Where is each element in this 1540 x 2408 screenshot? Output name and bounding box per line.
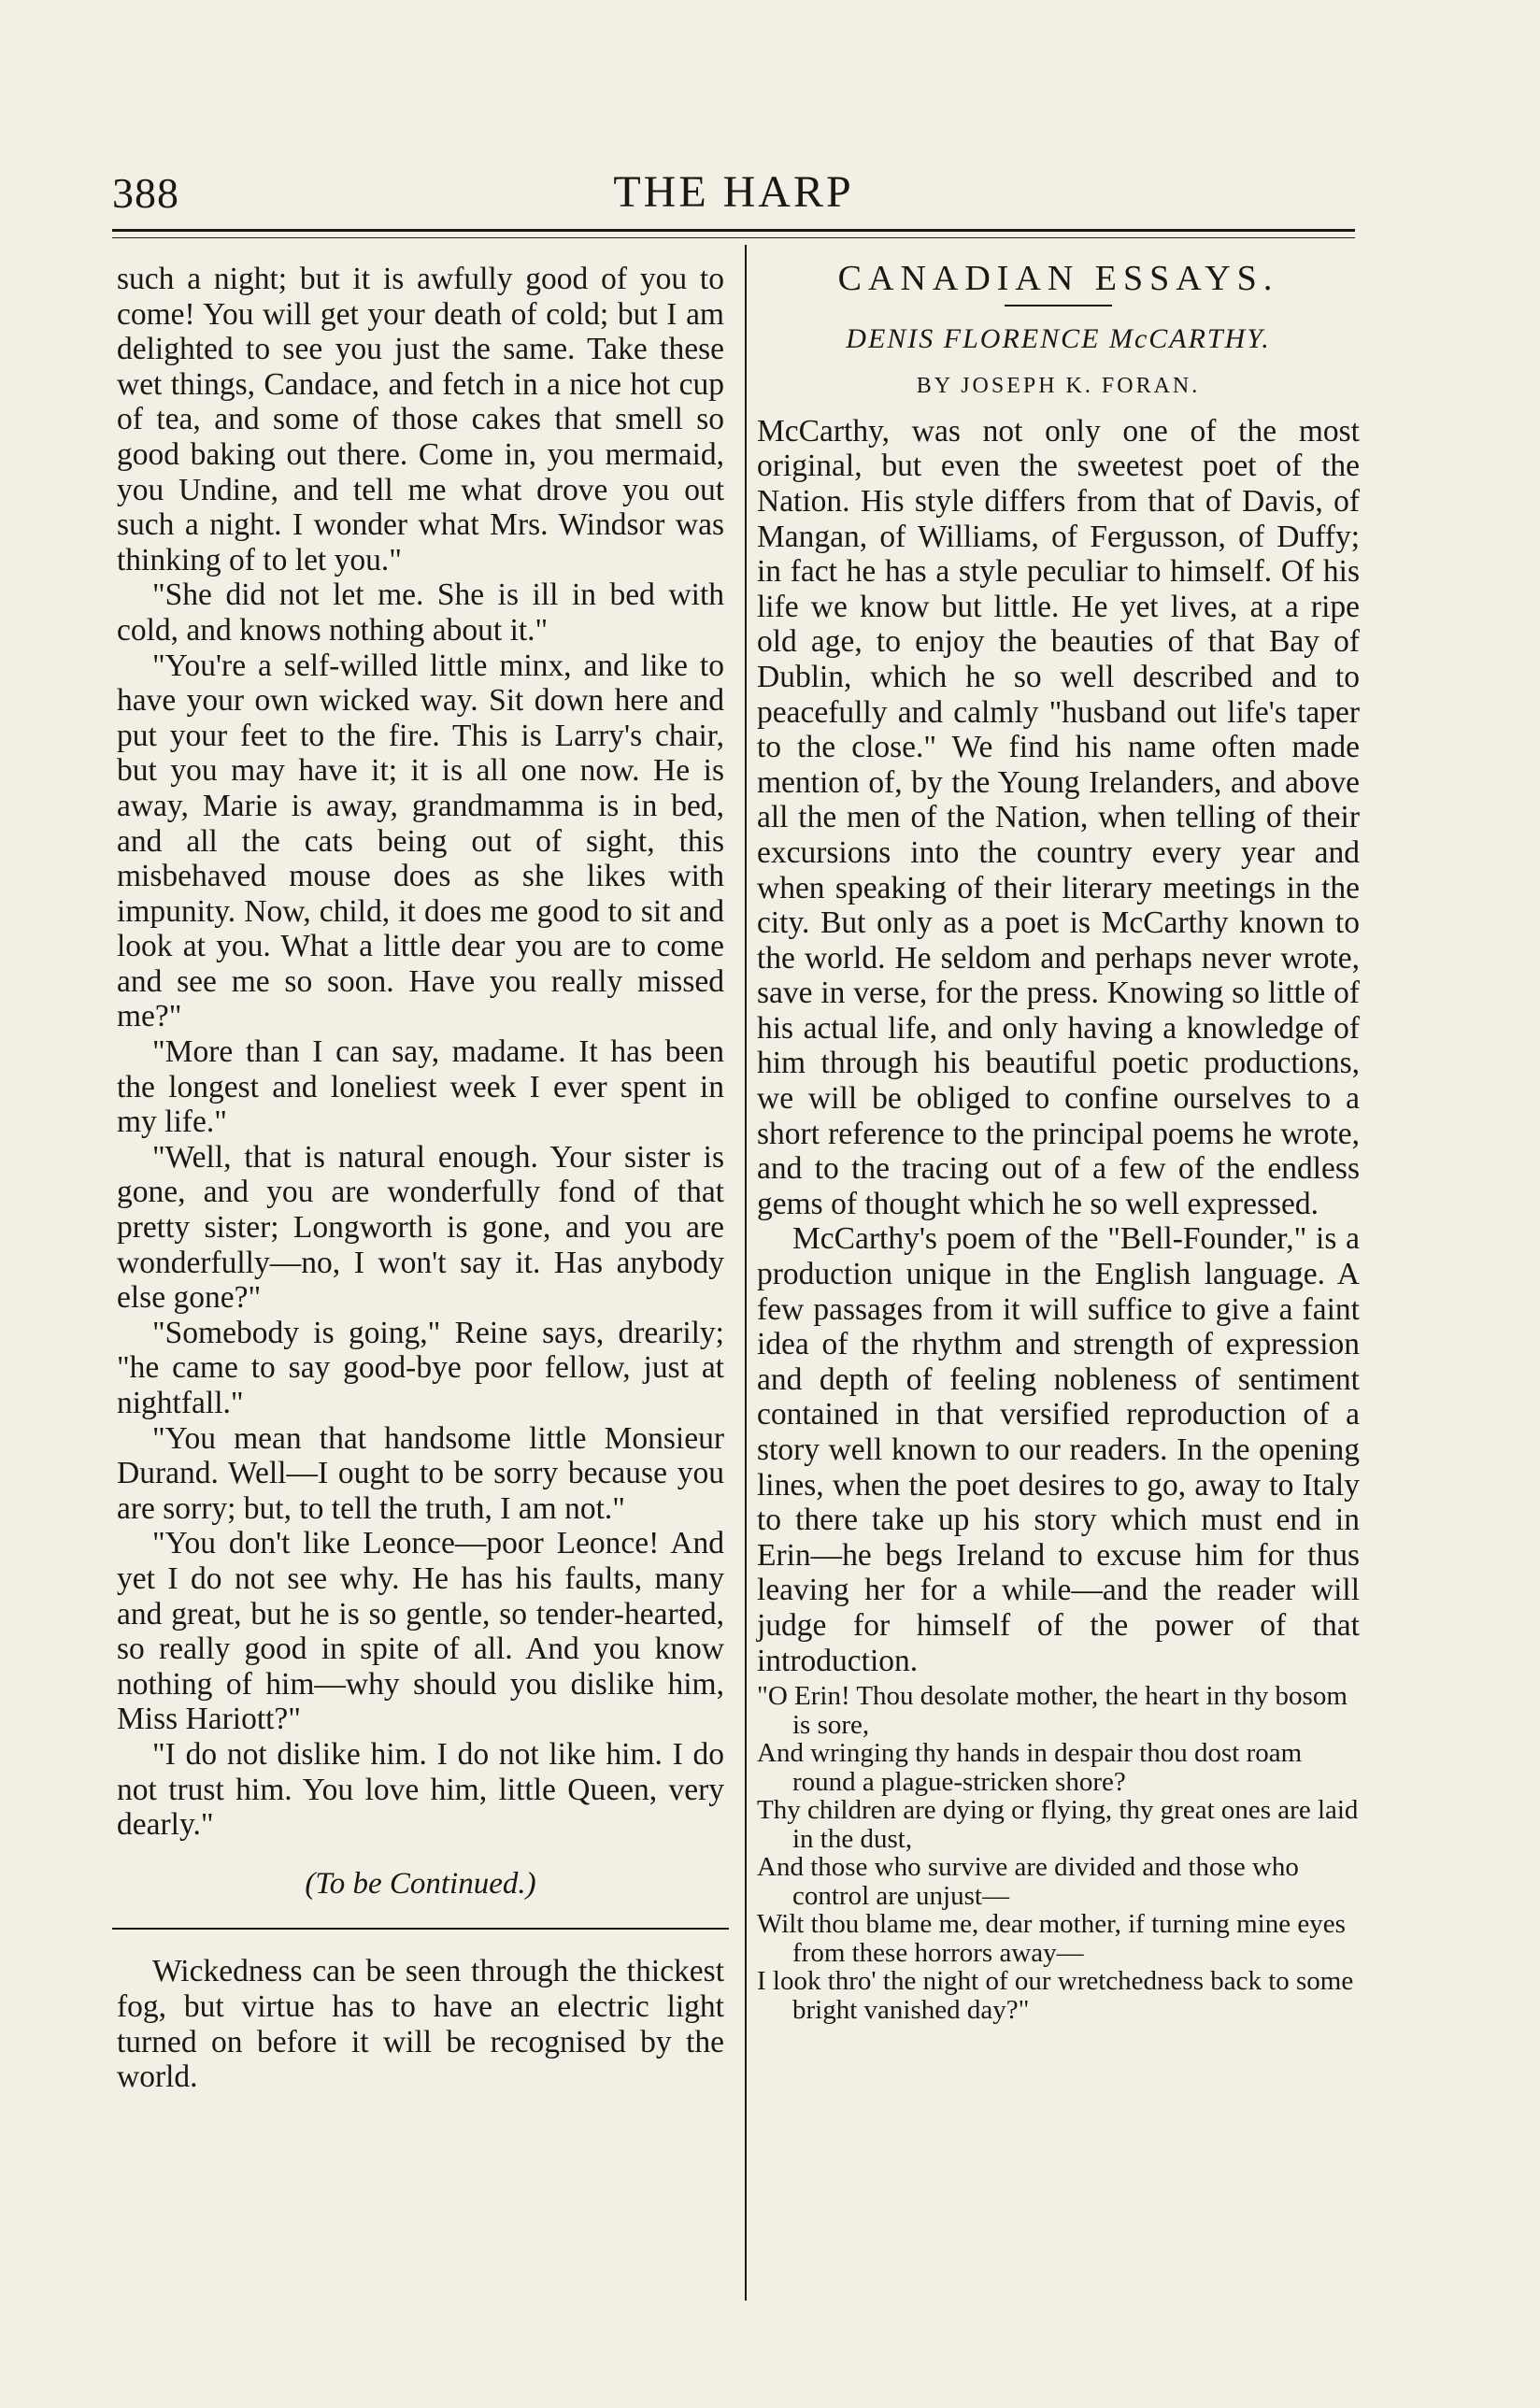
paragraph: "Well, that is natural enough. Your sister is gone, and you are wonderfully fond of that pretty sister; Longworth is gone, and you are wonderfully—no, I won't say it. Has anybody else gone?"	[117, 1139, 724, 1316]
poem-excerpt	[757, 1682, 1360, 2024]
paragraph: "More than I can say, madame. It has been the longest and loneliest week I ever spent in my life."	[117, 1034, 724, 1140]
paragraph: "I do not dislike him. I do not like him. I do not trust him. You love him, little Queen, very dearly."	[117, 1736, 724, 1843]
paragraph: such a night; but it is awfully good of you to come! You will get your death of cold; but I am delighted to see you just the same. Take these wet things, Candace, and fetch in a nice hot cup of tea, and some of those cakes that smell so good baking out there. Come in, you mermaid, you Undine, and tell me what drove you out such a night. I wonder what Mrs. Windsor was thinking of to let you."	[117, 262, 724, 577]
filler-paragraph: Wickedness can be seen through the thickest fog, but virtue has to have an electric light turned on before it will be recognised by the world.	[117, 1954, 724, 2095]
paragraph: "You don't like Leonce—poor Leonce! And yet I do not see why. He has his faults, many and great, but he is so gentle, so tender-hearted, so really good in spite of all. And you know nothing of him—why should you dislike him, Miss Hariott?"	[117, 1526, 724, 1737]
paragraph: "Somebody is going," Reine says, drearily; "he came to say good-bye poor fellow, just at nightfall."	[117, 1315, 724, 1420]
poem-line: "O Erin! Thou desolate mother, the heart in thy bosom is sore,	[757, 1681, 1348, 1740]
paragraph: "She did not let me. She is ill in bed with cold, and knows nothing about it."	[117, 577, 724, 648]
paragraph: McCarthy, was not only one of the most original, but even the sweetest poet of the Nation. His style differs from that of Davis, of Mangan, of Williams, of Fergusson, of Duffy; in fact he has a style peculiar to himself. Of his life we know but little. He yet lives, at a ripe old age, to enjoy the beauties of that Bay of Dublin, which he so well described and to peacefully and calmly "husband out life's taper to the close." We find his name often made mention of, by the Young Irelanders, and above all the men of the Nation, when telling of their excursions into the country every year and when speaking of their literary meetings in the city. But only as a poet is McCarthy known to the world. He seldom and perhaps never wrote, save in verse, for the press. Knowing so little of his actual life, and only having a knowledge of him through his beautiful poetic productions, we will be obliged to confine ourselves to a short reference to the principal poems he wrote, and to the tracing out of a few of the endless gems of thought which he so well expressed.	[757, 413, 1360, 1221]
essay-subject: DENIS FLORENCE McCARTHY.	[846, 322, 1271, 354]
poem-line: And wringing thy hands in despair thou dost roam round a plague-stricken shore?	[757, 1738, 1303, 1797]
header-rule-thin	[112, 237, 1355, 238]
section-title: CANADIAN ESSAYS.	[837, 259, 1279, 298]
page-number: 388	[112, 169, 179, 217]
byline: BY JOSEPH K. FORAN.	[916, 374, 1201, 399]
poem-line: I look thro' the night of our wretchedness back to some bright vanished day?"	[757, 1966, 1354, 2025]
paragraph: McCarthy's poem of the "Bell-Founder," is a production unique in the English language. A few passages from it will suffice to give a faint idea of the rhythm and strength of expression and depth of feeling nobleness of sentiment contained in that versified reproduction of a story well known to our readers. In the opening lines, when the poet desires to go, away to Italy to there take up his story which must end in Erin—he begs Ireland to excuse him for thus leaving her for a while—and the reader will judge for himself of the power of that introduction.	[757, 1221, 1360, 1678]
paragraph: "You mean that handsome little Monsieur Durand. Well—I ought to be sorry because you are sorry; but, to tell the truth, I am not."	[117, 1420, 724, 1526]
poem-line: Thy children are dying or flying, thy great ones are laid in the dust,	[757, 1795, 1359, 1854]
section-rule	[112, 1928, 729, 1930]
page-header	[112, 159, 1355, 224]
left-column	[117, 262, 724, 2095]
right-column	[757, 259, 1360, 2025]
to-be-continued: (To be Continued.)	[305, 1866, 536, 1901]
column-divider	[745, 245, 747, 2301]
running-title: THE HARP	[613, 167, 854, 217]
poem-line: And those who survive are divided and those who control are unjust—	[757, 1852, 1299, 1911]
title-rule	[1005, 305, 1112, 306]
poem-line: Wilt thou blame me, dear mother, if turning mine eyes from these horrors away—	[757, 1909, 1346, 1968]
header-rule	[112, 229, 1355, 232]
paragraph: "You're a self-willed little minx, and like to have your own wicked way. Sit down here and put your feet to the fire. This is Larry's chair, but you may have it; it is all one now. He is away, Marie is away, grandmamma is in bed, and all the cats being out of sight, this misbehaved mouse does as she likes with impunity. Now, child, it does me good to sit and look at you. What a little dear you are to come and see me so soon. Have you really missed me?"	[117, 648, 724, 1034]
